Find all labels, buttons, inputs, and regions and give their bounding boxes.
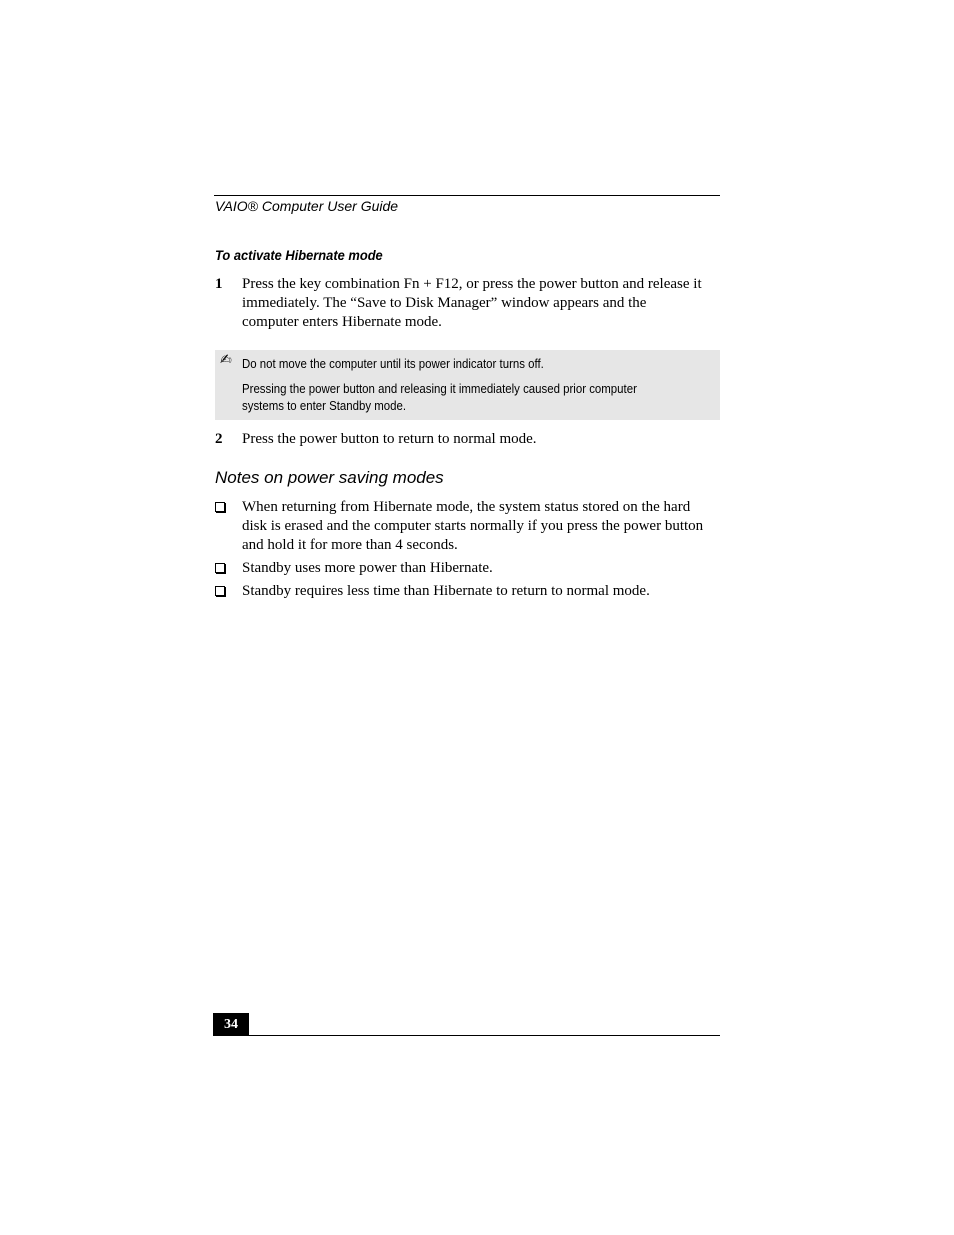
note-paragraph-2-line: Pressing the power button and releasing it immediately caused prior computer [242, 381, 637, 396]
header-rule [214, 195, 720, 196]
checkbox-bullet-icon [215, 586, 225, 596]
step-line: computer enters Hibernate mode. [242, 314, 442, 330]
pencil-note-icon: ✍ [220, 352, 232, 368]
list-item-line: and hold it for more than 4 seconds. [242, 537, 458, 553]
list-item-line: Standby uses more power than Hibernate. [242, 560, 493, 576]
list-item-text [242, 582, 720, 601]
list-item-line: Standby requires less time than Hibernate to return to normal mode. [242, 583, 650, 599]
footer-rule [213, 1035, 720, 1036]
step-line: Press the key combination Fn + F12, or press the power button and release it [242, 276, 702, 292]
list-item-line: When returning from Hibernate mode, the system status stored on the hard [242, 499, 691, 515]
page-number: 34 [213, 1013, 249, 1036]
section-heading: Notes on power saving modes [215, 468, 444, 487]
checkbox-bullet-icon [215, 502, 225, 512]
list-item-text [242, 559, 720, 578]
list-item-text [242, 498, 720, 555]
step-text [242, 430, 720, 449]
step-number: 1 [215, 276, 223, 292]
running-header: VAIO® Computer User Guide [215, 198, 399, 214]
note-box [215, 350, 720, 420]
checkbox-bullet-icon [215, 563, 225, 573]
list-item [215, 498, 720, 555]
step-line: Press the power button to return to normal mode. [242, 431, 537, 447]
note-paragraph-1: Do not move the computer until its power indicator turns off. [242, 356, 544, 371]
note-paragraph-2-line: systems to enter Standby mode. [242, 398, 407, 413]
list-item [215, 582, 720, 601]
list-item [215, 559, 720, 578]
procedure-title: To activate Hibernate mode [215, 247, 383, 263]
step-text [242, 275, 720, 332]
step-1 [215, 275, 720, 332]
step-2 [215, 430, 720, 449]
list-item-line: disk is erased and the computer starts normally if you press the power button [242, 518, 704, 534]
step-number: 2 [215, 431, 223, 447]
step-line: immediately. The “Save to Disk Manager” window appears and the [242, 295, 647, 311]
